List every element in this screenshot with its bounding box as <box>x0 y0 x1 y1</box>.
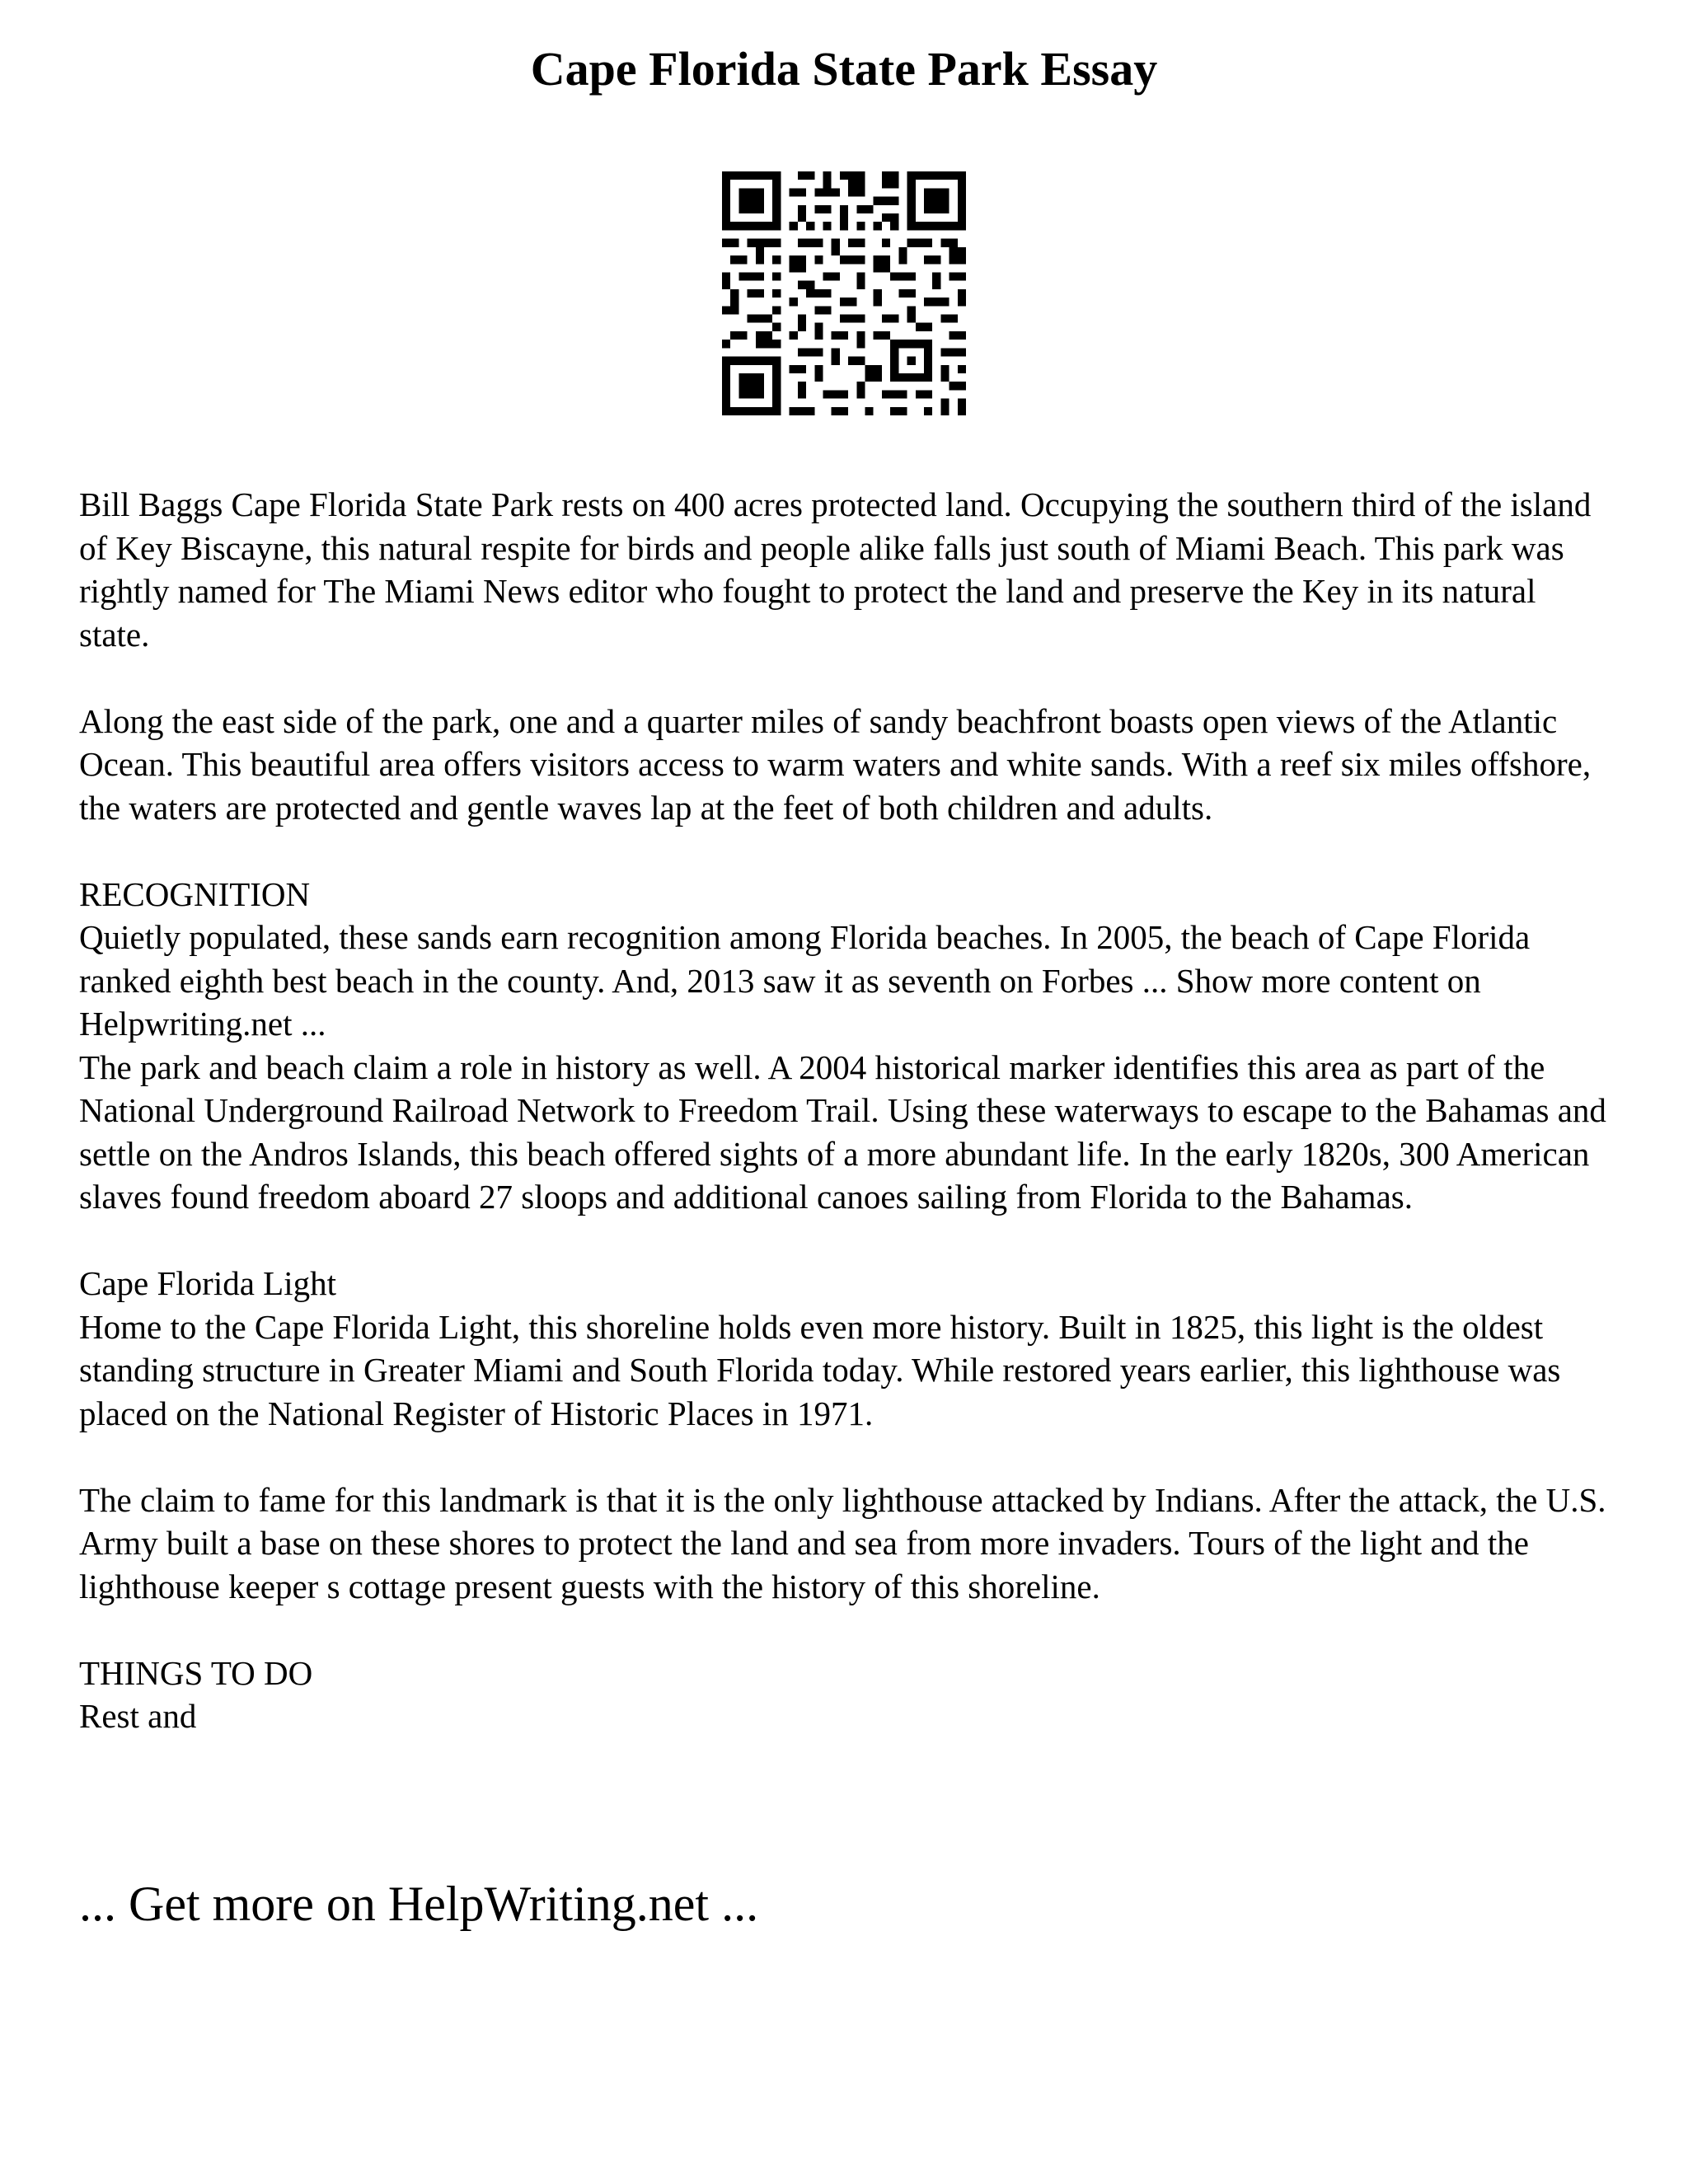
qr-code-icon <box>722 171 966 415</box>
paragraph-lighthouse: Home to the Cape Florida Light, this shoreline holds even more history. Built in 1825, this light is the oldest standing structure in Greater Miami and South Florida today. While restored years earlier, this lighthouse was placed on the National Register of Historic Places in 1971. <box>79 1307 1561 1432</box>
paragraph-intro: Bill Baggs Cape Florida State Park rests on 400 acres protected land. Occupying the southern third of the island of Key Biscayne, this natural respite for birds and people alike falls just south of Miami Beach. This park was rightly named for The Miami News editor who fought to protect the land and preserve the Key in its natural state. <box>79 485 1592 654</box>
paragraph-landmark: The claim to fame for this landmark is that it is the only lighthouse attacked by Indians. After the attack, the U.S. Army built a base on these shores to protect the land and sea from more invaders. Tours of the light and the lighthouse keeper s cottage present guests with the history of this shoreline. <box>79 1480 1606 1605</box>
paragraph-recognition: Quietly populated, these sands earn recognition among Florida beaches. In 2005, the beach of Cape Florida ranked eighth best beach in the county. And, 2013 saw it as seventh on Forbes ... Show more content on Helpwriting.net ... <box>79 918 1531 1043</box>
page-title: Cape Florida State Park Essay <box>530 42 1158 96</box>
get-more-link[interactable]: ... Get more on HelpWriting.net ... <box>79 1877 759 1931</box>
paragraph-history: The park and beach claim a role in history as well. A 2004 historical marker identifies this area as part of the National Underground Railroad Network to Freedom Trail. Using these waterways to escape to the Bahamas and settle on the Andros Islands, this beach offered sights of a more abundant life. In the early 1820s, 300 American slaves found freedom aboard 27 sloops and additional canoes sailing from Florida to the Bahamas. <box>79 1047 1606 1216</box>
section-heading-recognition: RECOGNITION <box>79 874 311 913</box>
paragraph-beachfront: Along the east side of the park, one and a quarter miles of sandy beachfront boasts open views of the Atlantic Ocean. This beautiful area offers visitors access to warm waters and white sands. With a reef six miles offshore, the waters are protected and gentle waves lap at the feet of both children and adults. <box>79 701 1592 827</box>
essay-body <box>79 483 1612 1738</box>
paragraph-things-to-do: Rest and <box>79 1697 197 1735</box>
section-heading-things-to-do: THINGS TO DO <box>79 1653 313 1692</box>
section-heading-cape-florida-light: Cape Florida Light <box>79 1264 337 1302</box>
